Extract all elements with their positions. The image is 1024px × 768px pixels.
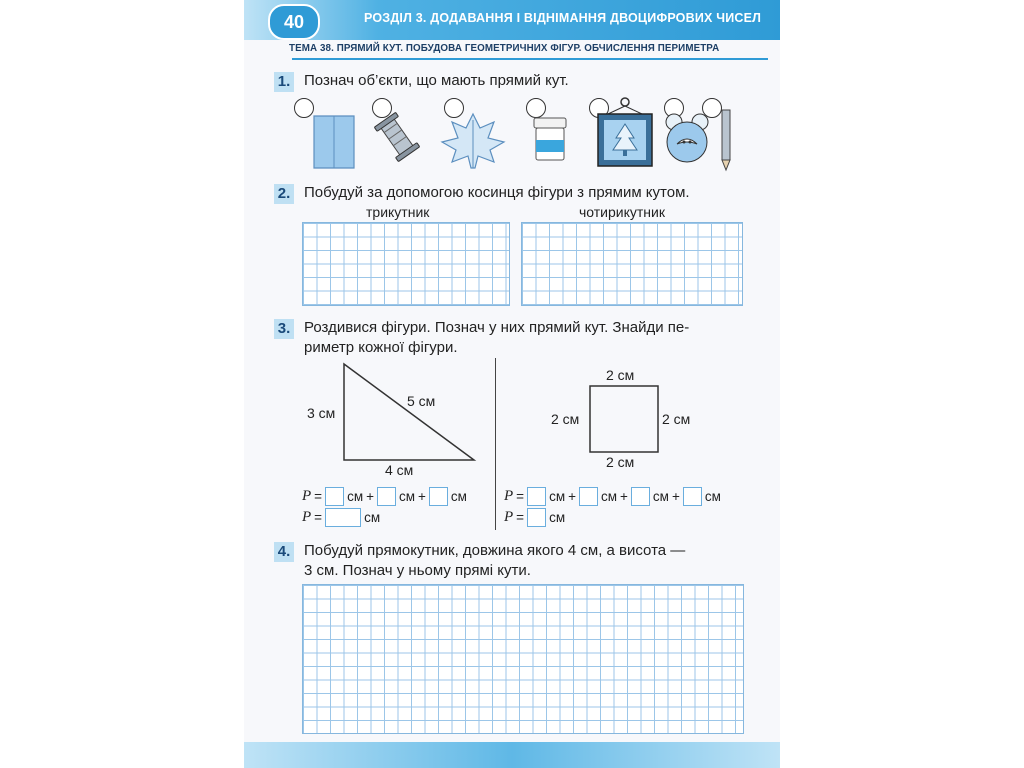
unit-label: см	[549, 489, 566, 504]
unit-label: см	[450, 489, 467, 504]
unit-label: см	[347, 489, 364, 504]
answer-box[interactable]	[631, 487, 650, 506]
square-side-bottom-label: 2 см	[606, 454, 635, 470]
triangle-side-bottom-label: 4 см	[385, 462, 414, 478]
quadrilateral-grid-label: чотирикутник	[579, 204, 665, 220]
framed-tree-picture-icon	[594, 96, 656, 170]
equals-sign: =	[516, 510, 525, 525]
page-number: 40	[268, 4, 320, 40]
task-4-text-line1: Побудуй прямокутник, довжина якого 4 см, а висота —	[304, 542, 686, 559]
triangle-drawing-grid[interactable]	[302, 222, 510, 306]
answer-box[interactable]	[527, 487, 546, 506]
task-2-number: 2.	[274, 184, 294, 204]
task-2-text: Побудуй за допомогою косинця фігури з прямим кутом.	[304, 184, 690, 201]
square-perimeter-result	[504, 508, 565, 527]
answer-box[interactable]	[377, 487, 396, 506]
unit-label: см	[549, 510, 566, 525]
rectangle-drawing-grid[interactable]	[302, 584, 744, 734]
task-4-text-line2: 3 см. Познач у ньому прямі кути.	[304, 562, 531, 579]
answer-box[interactable]	[429, 487, 448, 506]
plus-sign: +	[671, 489, 680, 504]
square-figure	[588, 384, 660, 454]
perimeter-symbol: P	[302, 509, 312, 525]
triangle-side-left-label: 3 см	[307, 405, 336, 421]
folded-card-icon	[304, 110, 364, 172]
plus-sign: +	[418, 489, 426, 504]
answer-box[interactable]	[325, 508, 361, 527]
answer-box[interactable]	[683, 487, 702, 506]
equals-sign: =	[314, 489, 323, 504]
plus-sign: +	[366, 489, 374, 504]
triangle-hypotenuse-label: 5 см	[407, 393, 436, 409]
right-triangle-figure	[340, 360, 480, 464]
answer-box[interactable]	[579, 487, 598, 506]
topic-underline	[292, 58, 768, 60]
triangle-perimeter-result	[302, 508, 380, 527]
answer-box[interactable]	[527, 508, 546, 527]
square-side-right-label: 2 см	[662, 411, 691, 427]
task-3-divider	[495, 358, 496, 530]
perimeter-symbol: P	[302, 488, 312, 504]
triangle-perimeter-sum	[302, 487, 467, 506]
task-3-text-line2: риметр кожної фігури.	[304, 339, 458, 356]
section-title: РОЗДІЛ 3. ДОДАВАННЯ І ВІДНІМАННЯ ДВОЦИФРОВИХ ЧИСЕЛ	[364, 11, 762, 25]
task-3-number: 3.	[274, 319, 294, 339]
plus-sign: +	[568, 489, 576, 504]
task-1-number: 1.	[274, 72, 294, 92]
unit-label: см	[398, 489, 416, 504]
perimeter-symbol: P	[504, 488, 514, 504]
plus-sign: +	[620, 489, 628, 504]
pencil-icon	[718, 108, 734, 172]
task-4-number: 4.	[274, 542, 294, 562]
triangle-grid-label: трикутник	[366, 204, 430, 220]
unit-label: см	[704, 489, 721, 504]
workbook-page	[244, 0, 780, 768]
unit-label: см	[652, 489, 669, 504]
unit-label: см	[600, 489, 618, 504]
quadrilateral-drawing-grid[interactable]	[521, 222, 743, 306]
square-side-left-label: 2 см	[551, 411, 580, 427]
footer-banner	[244, 742, 780, 768]
paint-jar-icon	[530, 116, 570, 164]
task-3-text-line1: Роздивися фігури. Познач у них прямий кут. Знайди пе-	[304, 319, 690, 336]
answer-circle-4[interactable]	[526, 98, 546, 118]
task-1-text: Познач об’єкти, що мають прямий кут.	[304, 72, 569, 89]
square-side-top-label: 2 см	[606, 367, 635, 383]
unit-label: см	[364, 510, 381, 525]
maple-leaf-icon	[438, 110, 508, 172]
equals-sign: =	[516, 489, 525, 504]
equals-sign: =	[314, 510, 323, 525]
thread-spool-icon	[372, 112, 422, 162]
topic-title: ТЕМА 38. ПРЯМИЙ КУТ. ПОБУДОВА ГЕОМЕТРИЧНИХ ФІГУР. ОБЧИСЛЕННЯ ПЕРИМЕТРА	[289, 43, 720, 54]
cartoon-face-button-icon	[664, 112, 710, 166]
square-perimeter-sum	[504, 487, 721, 506]
answer-box[interactable]	[325, 487, 344, 506]
perimeter-symbol: P	[504, 509, 514, 525]
